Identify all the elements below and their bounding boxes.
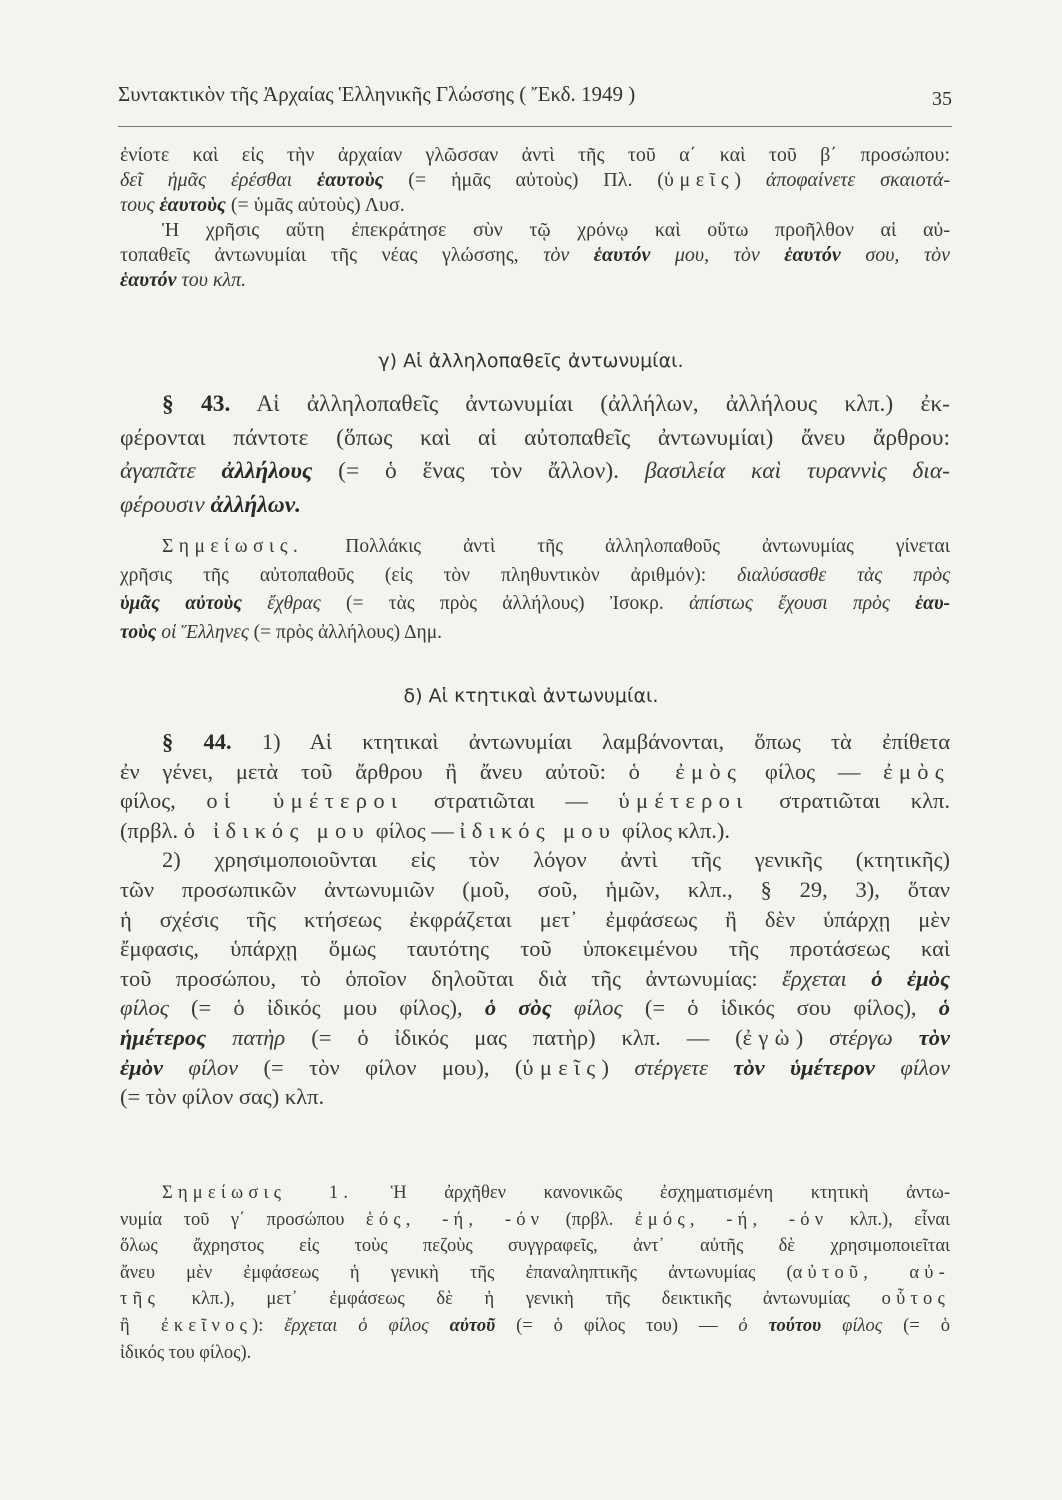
text-run: ἐν γένει, μετὰ τοῦ ἄρθρου ἢ ἄνευ αὐτοῦ: bbox=[120, 758, 629, 784]
spaced-text: οὗτος bbox=[881, 1289, 950, 1310]
text-line bbox=[120, 845, 950, 875]
text-run: ) bbox=[795, 1024, 830, 1050]
text-run: χρῆσις τῆς αὐτοπαθοῦς (εἰς τὸν πληθυντικὸν ἀριθμόν): bbox=[120, 564, 738, 586]
text-line bbox=[120, 218, 950, 243]
text-run: στρατιῶται κλπ. bbox=[748, 788, 951, 814]
text-run: ὅλως ἄχρηστος εἰς τοὺς πεζοὺς συγγραφεῖς, ἀντ᾽ αὐτῆς δὲ χρησιμοποιεῖται bbox=[120, 1236, 950, 1257]
italic-example: ἀγαπᾶτε bbox=[120, 458, 222, 484]
text-run: (= ὑμᾶς αὐτοὺς) Λυσ. bbox=[225, 194, 405, 216]
text-run: Ἡ ἀρχῆθεν κανονικῶς ἐσχηματισμένη κτητικὴ ἀντω- bbox=[353, 1183, 950, 1203]
bold-term: ὁ bbox=[938, 995, 951, 1021]
text-run: ἔμφασις, ὑπάρχῃ ὅμως ταυτότης τοῦ ὑποκειμένου τῆς προτάσεως καὶ bbox=[120, 936, 950, 962]
italic-example: πατὴρ bbox=[206, 1024, 286, 1050]
italic-example: ἔρχεται bbox=[782, 965, 872, 991]
spaced-text: ἰδικός μου bbox=[459, 817, 617, 843]
bold-term: τοὺς bbox=[120, 621, 157, 643]
text-run: τοῦ προσώπου, τὸ ὁποῖον δηλοῦται διὰ τῆς ἀντωνυμίας: bbox=[120, 965, 783, 991]
bold-term: ὑμᾶς αὐτοὺς bbox=[120, 593, 242, 614]
text-run: τοπαθεῖς ἀντωνυμίαι τῆς νέας γλώσσης, bbox=[120, 244, 544, 266]
bold-term: ἀλλήλων. bbox=[210, 491, 302, 518]
text-run: κλπ.), εἶναι bbox=[828, 1209, 950, 1230]
text-run: Πολλάκις ἀντὶ τῆς ἀλληλοπαθοῦς ἀντωνυμίας γίνεται bbox=[303, 536, 950, 557]
text-run: νυμία τοῦ γ΄ προσώπου bbox=[120, 1209, 366, 1230]
text-run: (πρβλ. bbox=[120, 817, 184, 843]
spaced-text: ἑός, -ή, -όν bbox=[365, 1209, 545, 1230]
bold-term: § 44. bbox=[162, 729, 232, 754]
text-line bbox=[120, 1180, 950, 1207]
text-line bbox=[120, 143, 950, 168]
italic-example: φίλος bbox=[551, 995, 623, 1021]
bold-term: ὁ ἐμὸς bbox=[871, 965, 950, 991]
italic-example: φίλον bbox=[874, 1054, 950, 1080]
italic-example: στέργω bbox=[829, 1024, 919, 1050]
text-run: φίλος, bbox=[120, 788, 207, 814]
text-line bbox=[120, 590, 950, 619]
bold-term: ἑαυτοὺς bbox=[159, 194, 226, 216]
bold-term: τὸν ὑμέτερον bbox=[733, 1054, 875, 1080]
spaced-text: Σημείωσις 1. bbox=[162, 1183, 354, 1203]
italic-example: τους bbox=[120, 194, 160, 216]
text-run: Αἱ ἀλληλοπαθεῖς ἀντωνυμίαι (ἀλλήλων, ἀλλήλους κλπ.) ἐκ- bbox=[230, 391, 950, 417]
spaced-text: ὁ ἰδικός μου bbox=[183, 817, 370, 843]
italic-example: δεῖ ἡμᾶς ἐρέσθαι bbox=[120, 169, 318, 191]
text-run: τῶν προσωπικῶν ἀντωνυμιῶν (μοῦ, σοῦ, ἡμῶν, κλπ., § 29, 3), ὅταν bbox=[120, 876, 950, 902]
bold-term: τὸν bbox=[918, 1024, 950, 1050]
text-line bbox=[120, 168, 950, 193]
bold-term: ἑαυτόν bbox=[593, 244, 651, 266]
bold-term: τούτου bbox=[768, 1315, 822, 1336]
italic-example: ἀπίστως ἔχουσι πρὸς bbox=[689, 593, 916, 614]
text-run: ἄνευ μὲν ἐμφάσεως ἡ γενικὴ τῆς ἐπαναληπτικῆς ἀντωνυμίας ( bbox=[120, 1262, 793, 1283]
text-line bbox=[120, 243, 950, 268]
text-line bbox=[120, 816, 950, 846]
bold-term: § 43. bbox=[162, 391, 231, 417]
spaced-text: ἐμός, -ή, -όν bbox=[634, 1209, 829, 1230]
italic-example: σου, τὸν bbox=[840, 244, 950, 266]
text-line bbox=[120, 757, 950, 787]
text-run: ) bbox=[601, 1054, 635, 1080]
text-run: ): bbox=[252, 1315, 285, 1336]
spaced-text: ἐγὼ bbox=[742, 1024, 796, 1050]
text-line bbox=[120, 727, 950, 757]
text-line bbox=[120, 1053, 950, 1083]
italic-example: ἔχθρας bbox=[241, 593, 321, 614]
text-line bbox=[120, 993, 950, 1023]
italic-example: στέργετε bbox=[634, 1054, 734, 1080]
text-line bbox=[120, 388, 950, 422]
italic-example: οἱ Ἕλληνες bbox=[156, 621, 249, 643]
text-run: 2) χρησιμοποιοῦνται εἰς τὸν λόγον ἀντὶ τῆς γενικῆς (κτητικῆς) bbox=[162, 847, 950, 873]
running-header bbox=[118, 82, 952, 112]
section-heading-reciprocal-pronouns: γ) Αἱ ἀλληλοπαθεῖς ἀντωνυμίαι. bbox=[378, 350, 684, 372]
bold-term: ἀλλήλους bbox=[221, 458, 313, 484]
spaced-text: τῆς bbox=[120, 1289, 160, 1310]
spaced-text: ὑμεῖς bbox=[663, 169, 735, 191]
italic-example: φίλος bbox=[120, 995, 169, 1021]
text-line bbox=[120, 268, 950, 293]
text-line bbox=[120, 875, 950, 905]
text-line bbox=[120, 1313, 950, 1340]
italic-example: τὸν bbox=[543, 244, 594, 266]
text-run: ἰδικός του φίλος). bbox=[120, 1342, 252, 1363]
text-line bbox=[120, 786, 950, 816]
spaced-text: ἐμὸς bbox=[883, 758, 950, 784]
text-run: (= τὰς πρὸς ἀλλήλους) Ἰσοκρ. bbox=[320, 593, 690, 614]
paragraph-44 bbox=[120, 727, 950, 1112]
text-line bbox=[120, 455, 950, 489]
text-run: φίλος — bbox=[742, 758, 884, 784]
text-run: (= τὸν φίλον σας) κλπ. bbox=[120, 1084, 325, 1110]
italic-example: ὁ bbox=[738, 1315, 769, 1336]
text-run: (= ἡμᾶς αὐτοὺς) Πλ. ( bbox=[383, 169, 664, 191]
page-number: 35 bbox=[932, 88, 952, 110]
text-line bbox=[120, 1340, 950, 1367]
text-run: (= ὁ ἰδικός σου φίλος), bbox=[622, 995, 939, 1021]
text-run: (πρβλ. bbox=[544, 1209, 635, 1230]
bold-term: ἑαυτόν bbox=[120, 269, 177, 291]
text-line bbox=[120, 422, 950, 456]
text-line bbox=[120, 533, 950, 562]
italic-example: μου, τὸν bbox=[650, 244, 785, 266]
spaced-text: ὁ ἐμὸς bbox=[628, 758, 743, 784]
italic-example: ἔρχεται ὁ φίλος bbox=[284, 1315, 450, 1336]
text-line bbox=[120, 1082, 950, 1112]
text-line bbox=[120, 489, 950, 523]
bold-term: ἡμέτερος bbox=[120, 1024, 207, 1050]
text-run: (= ὁ ἰδικός μας πατὴρ) κλπ. — ( bbox=[285, 1024, 743, 1050]
bold-term: ἑαυ- bbox=[915, 593, 950, 614]
spaced-text: ἢ ἐκεῖνος bbox=[120, 1315, 253, 1336]
bold-term: ἑαυτοὺς bbox=[317, 169, 384, 191]
italic-example: φίλος bbox=[821, 1315, 883, 1336]
text-line bbox=[120, 1207, 950, 1234]
text-run: (= τὸν φίλον μου), ( bbox=[238, 1054, 523, 1080]
spaced-text: ὑμεῖς bbox=[522, 1054, 602, 1080]
spaced-text: ὑμέτεροι bbox=[618, 788, 749, 814]
text-line bbox=[120, 1233, 950, 1260]
text-run: ἡ σχέσις τῆς κτήσεως ἐκφράζεται μετ᾽ ἐμφάσεως ἢ δὲν ὑπάρχῃ μὲν bbox=[120, 906, 950, 932]
bold-term: ἑαυτόν bbox=[784, 244, 841, 266]
text-run: ἐνίοτε καὶ εἰς τὴν ἀρχαίαν γλῶσσαν ἀντὶ τῆς τοῦ α΄ καὶ τοῦ β΄ προσώπου: bbox=[120, 144, 950, 166]
text-run: κλπ.), μετ᾽ ἐμφάσεως δὲ ἡ γενικὴ τῆς δεικτικῆς ἀντωνυμίας bbox=[159, 1289, 882, 1310]
header-rule bbox=[118, 126, 952, 127]
italic-example: φίλον bbox=[162, 1054, 239, 1080]
text-line bbox=[120, 964, 950, 994]
text-line bbox=[120, 934, 950, 964]
italic-example: διαλύσασθε τὰς πρὸς bbox=[737, 564, 950, 586]
text-run: στρατιῶται — bbox=[403, 788, 619, 814]
section-heading-possessive-pronouns: δ) Αἱ κτητικαὶ ἀντωνυμίαι. bbox=[403, 685, 659, 707]
text-run: (= ὁ ἕνας τὸν ἄλλον). bbox=[312, 458, 645, 484]
bold-term: ὁ σὸς bbox=[484, 995, 552, 1021]
italic-example: ἀποφαίνετε σκαιοτά- bbox=[765, 169, 950, 191]
spaced-text: οἱ ὑμέτεροι bbox=[206, 788, 404, 814]
note-44-1 bbox=[120, 1180, 950, 1366]
text-run: φίλος κλπ.). bbox=[616, 817, 730, 843]
text-line bbox=[120, 193, 950, 218]
text-line bbox=[120, 1286, 950, 1313]
spaced-text: αὐτοῦ, αὐ- bbox=[792, 1262, 950, 1283]
text-line bbox=[120, 1260, 950, 1287]
text-line bbox=[120, 562, 950, 591]
text-run: ) bbox=[734, 169, 766, 191]
text-run: (= ὁ φίλος του) — bbox=[495, 1315, 739, 1336]
bold-term: ἐμὸν bbox=[120, 1054, 163, 1080]
text-run: Ἡ χρῆσις αὕτη ἐπεκράτησε σὺν τῷ χρόνῳ καὶ οὕτω προῆλθον αἱ αὐ- bbox=[162, 219, 950, 241]
italic-example: του κλπ. bbox=[176, 269, 247, 291]
paragraph-reflexive-usage bbox=[120, 143, 950, 293]
note-43 bbox=[120, 533, 950, 647]
running-header-title: Συντακτικὸν τῆς Ἀρχαίας Ἑλληνικῆς Γλώσσης ( Ἔκδ. 1949 ) bbox=[118, 82, 636, 106]
text-run: φίλος — bbox=[369, 817, 460, 843]
text-run: φέρονται πάντοτε (ὅπως καὶ αἱ αὐτοπαθεῖς ἀντωνυμίαι) ἄνευ ἄρθρου: bbox=[120, 424, 950, 451]
italic-example: φέρουσιν bbox=[120, 491, 211, 518]
text-run: (= πρὸς ἀλλήλους) Δημ. bbox=[248, 621, 443, 643]
text-run: (= ὁ ἰδικός μου φίλος), bbox=[168, 995, 485, 1021]
text-line bbox=[120, 1023, 950, 1053]
paragraph-43 bbox=[120, 388, 950, 522]
text-run: (= ὁ bbox=[882, 1315, 950, 1336]
text-line bbox=[120, 905, 950, 935]
text-line bbox=[120, 619, 950, 648]
italic-example: βασιλεία καὶ τυραννὶς δια- bbox=[644, 458, 950, 484]
text-run: 1) Αἱ κτητικαὶ ἀντωνυμίαι λαμβάνονται, ὅπως τὰ ἐπίθετα bbox=[231, 729, 951, 754]
bold-term: αὐτοῦ bbox=[449, 1315, 496, 1336]
spaced-text: Σημείωσις. bbox=[162, 536, 304, 557]
